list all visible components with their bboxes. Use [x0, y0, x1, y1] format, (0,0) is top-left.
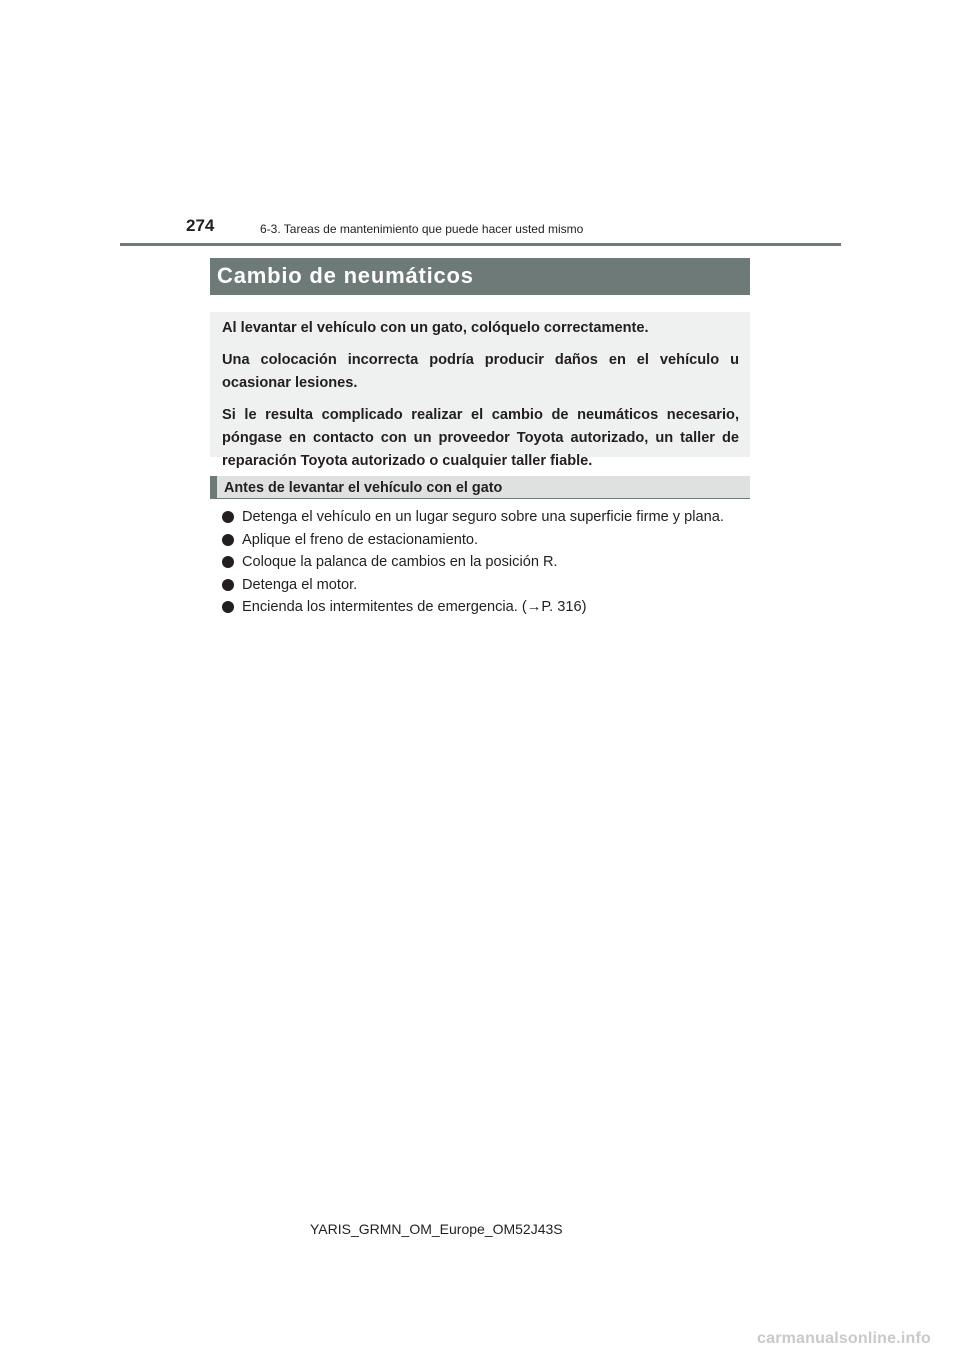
- intro-paragraph: Una colocación incorrecta podría producir daños en el vehículo u ocasionar lesiones.: [222, 352, 739, 391]
- list-item-text: Coloque la palanca de cambios en la posición R.: [242, 554, 558, 571]
- list-item: [222, 551, 752, 573]
- intro-paragraph: Si le resulta complicado realizar el cambio de neumáticos necesario, póngase en contacto con un proveedor Toyota autorizado, un taller de reparación Toyota autorizado o cualquier taller fiable.: [222, 407, 739, 469]
- intro-box: [210, 312, 750, 469]
- page-number: 274: [186, 216, 215, 235]
- list-item-text: Aplique el freno de estacionamiento.: [242, 531, 479, 548]
- list-item-text: Detenga el vehículo en un lugar seguro sobre una superficie firme y plana.: [242, 509, 724, 525]
- footer-doc-code: YARIS_GRMN_OM_Europe_OM52J43S: [310, 1221, 563, 1237]
- list-item: [222, 529, 752, 551]
- subsection-title: Antes de levantar el vehículo con el gato: [224, 480, 503, 496]
- header-rule: [120, 243, 841, 246]
- subsection-header: [210, 476, 750, 499]
- list-item-text: Detenga el motor.: [242, 576, 358, 593]
- list-item: [222, 596, 752, 618]
- bullet-icon: [222, 534, 234, 546]
- page-title: Cambio de neumáticos: [217, 263, 474, 288]
- bullet-icon: [222, 556, 234, 568]
- intro-paragraph: Al levantar el vehículo con un gato, colóquelo correctamente.: [222, 320, 649, 336]
- list-item: [222, 506, 752, 528]
- list-item: [222, 574, 752, 596]
- bullet-list: [222, 506, 752, 619]
- watermark: carmanualsonline.info: [757, 1330, 932, 1347]
- bullet-icon: [222, 579, 234, 591]
- section-header: 6-3. Tareas de mantenimiento que puede hacer usted mismo: [260, 222, 584, 236]
- title-bar: [210, 258, 750, 295]
- bullet-icon: [222, 601, 234, 613]
- bullet-icon: [222, 511, 234, 523]
- list-item-text: Encienda los intermitentes de emergencia. (→P. 316): [242, 599, 587, 616]
